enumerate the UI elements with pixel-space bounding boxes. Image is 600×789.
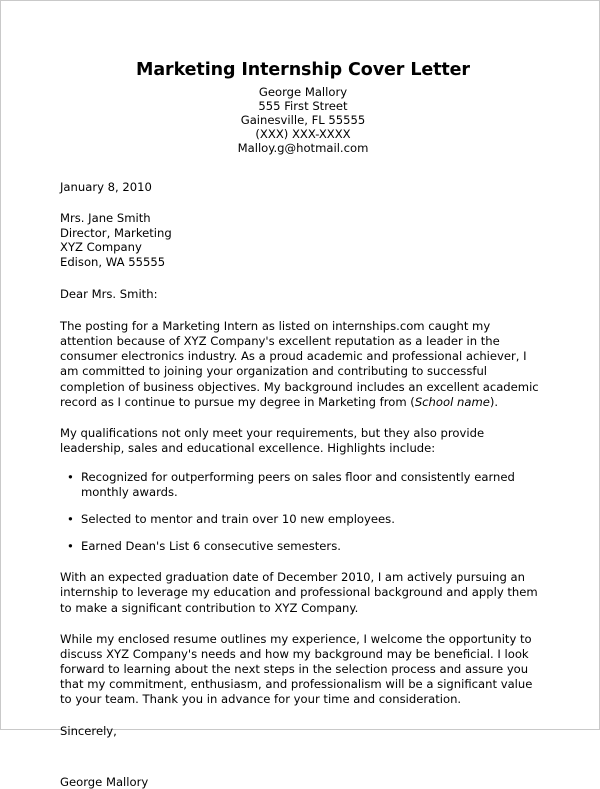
closing-line: Sincerely,: [60, 724, 117, 739]
recipient-city-state-zip: Edison, WA 55555: [60, 255, 166, 270]
letter-content: [60, 59, 546, 789]
recipient-address: [60, 211, 546, 269]
sender-street: 555 First Street: [258, 98, 348, 113]
school-name-placeholder: School name: [414, 394, 490, 409]
list-item-text: Recognized for outperforming peers on sales floor and consistently earned monthly awards.: [81, 469, 515, 500]
bullet-icon: •: [67, 512, 74, 527]
bullet-icon: •: [67, 469, 74, 484]
recipient-company: XYZ Company: [60, 240, 142, 255]
list-item-text: Earned Dean's List 6 consecutive semesters.: [81, 539, 341, 554]
paragraph-1-text-after-italic: ).: [489, 394, 499, 409]
letterhead: [60, 59, 546, 156]
body-paragraph-1: [60, 319, 546, 410]
list-item: [60, 539, 546, 554]
sender-phone: (XXX) XXX-XXXX: [255, 127, 351, 142]
list-item: [60, 512, 546, 527]
recipient-name: Mrs. Jane Smith: [60, 211, 151, 226]
signature-name: George Mallory: [60, 774, 149, 789]
sender-email: Malloy.g@hotmail.com: [237, 141, 369, 156]
body-paragraph-2: My qualifications not only meet your requirements, but they also provide leadership, sales and educational excellence. Highlights include:: [60, 425, 485, 455]
body-paragraph-3: With an expected graduation date of December 2010, I am actively pursuing an internship to leverage my education and professional background and apply them to make a significant contribution to XYZ Company.: [60, 570, 538, 615]
salutation: Dear Mrs. Smith:: [60, 286, 158, 301]
recipient-title: Director, Marketing: [60, 225, 172, 240]
page-title: Marketing Internship Cover Letter: [136, 60, 470, 80]
paragraph-1-text-before-italic: The posting for a Marketing Intern as listed on internships.com caught my attention because of XYZ Company's excellent reputation as a leader in the consumer electronics industry. As a proud academic and professional achiever, I am committed to joining your organization and contributing to successful completion of business objectives. My background includes an excellent academic record as I continue to pursue my degree in Marketing from (: [60, 319, 539, 409]
sender-city-state-zip: Gainesville, FL 55555: [240, 113, 366, 128]
sender-name: George Mallory: [258, 84, 348, 99]
bullet-icon: •: [67, 539, 74, 554]
highlights-list: [60, 470, 546, 554]
list-item-text: Selected to mentor and train over 10 new employees.: [81, 512, 395, 527]
letter-date: January 8, 2010: [60, 179, 152, 194]
list-item: [60, 470, 546, 500]
body-paragraph-4: While my enclosed resume outlines my experience, I welcome the opportunity to discuss XYZ Company's needs and how my background may be beneficial. I look forward to learning about the next steps in the selection process and assure you that my commitment, enthusiasm, and professionalism will be a significant value to your team. Thank you in advance for your time and consideration.: [60, 631, 533, 706]
